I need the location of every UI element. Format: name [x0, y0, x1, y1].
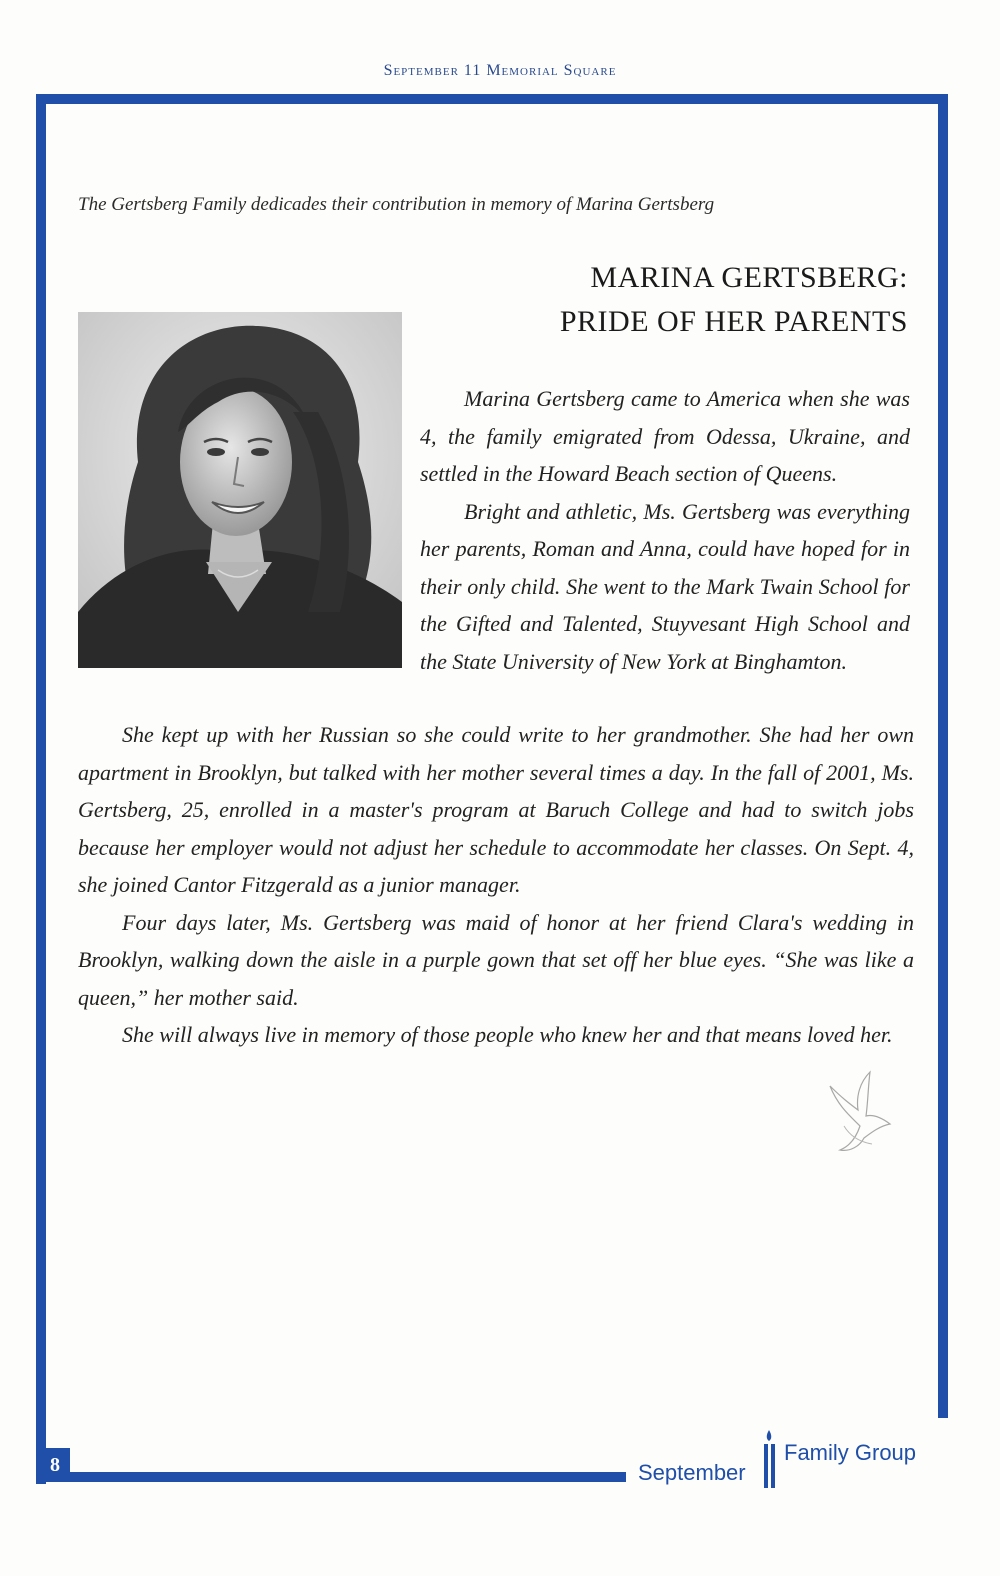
- article-title: [400, 256, 908, 344]
- paragraph-2: Bright and athletic, Ms. Gertsberg was everything her parents, Roman and Anna, could have hoped for in their only child. She went to the Mark Twain School for the Gifted and Talented, Stuyvesant High School and the State University of New York at Binghamton.: [420, 498, 910, 674]
- candle-icon: [762, 1430, 778, 1488]
- frame-left-border: [36, 94, 46, 1484]
- paragraph-4: Four days later, Ms. Gertsberg was maid of honor at her friend Clara's wedding in Brooklyn, walking down the aisle in a purple gown that set off her blue eyes. “She was like a queen,” her mother said.: [78, 909, 914, 1010]
- page-number: 8: [40, 1448, 70, 1482]
- running-head: September 11 Memorial Square: [383, 62, 617, 79]
- paragraph-1: Marina Gertsberg came to America when she was 4, the family emigrated from Odessa, Ukraine, and settled in the Howard Beach section of Queens.: [420, 386, 910, 486]
- dove-icon: [820, 1066, 900, 1162]
- paragraph-5: She will always live in memory of those people who knew her and that means loved her.: [122, 1022, 893, 1047]
- logo-family-group-text: Family Group: [784, 1440, 917, 1465]
- title-line-2: PRIDE OF HER PARENTS: [559, 305, 908, 338]
- dedication-line: The Gertsberg Family dedicades their contribution in memory of Marina Gertsberg: [78, 194, 715, 215]
- title-line-1: MARINA GERTSBERG:: [590, 261, 908, 294]
- footer-logo: [634, 1420, 944, 1490]
- paragraph-3: She kept up with her Russian so she could write to her grandmother. She had her own apartment in Brooklyn, but talked with her mother several times a day. In the fall of 2001, Ms. Gertsberg, 25, enrolled in a master's program at Baruch College and had to switch jobs because her employer would not adjust her schedule to accommodate her classes. On Sept. 4, she joined Cantor Fitzgerald as a junior manager.: [78, 722, 914, 897]
- portrait-photo: [78, 312, 402, 668]
- frame-bottom-border: [36, 1472, 626, 1482]
- portrait-illustration: [78, 312, 402, 668]
- column-text: [420, 380, 910, 680]
- frame-top-border: [36, 94, 948, 104]
- full-width-text: [78, 716, 914, 1054]
- logo-september-text: September: [638, 1460, 746, 1485]
- frame-right-border: [938, 94, 948, 1418]
